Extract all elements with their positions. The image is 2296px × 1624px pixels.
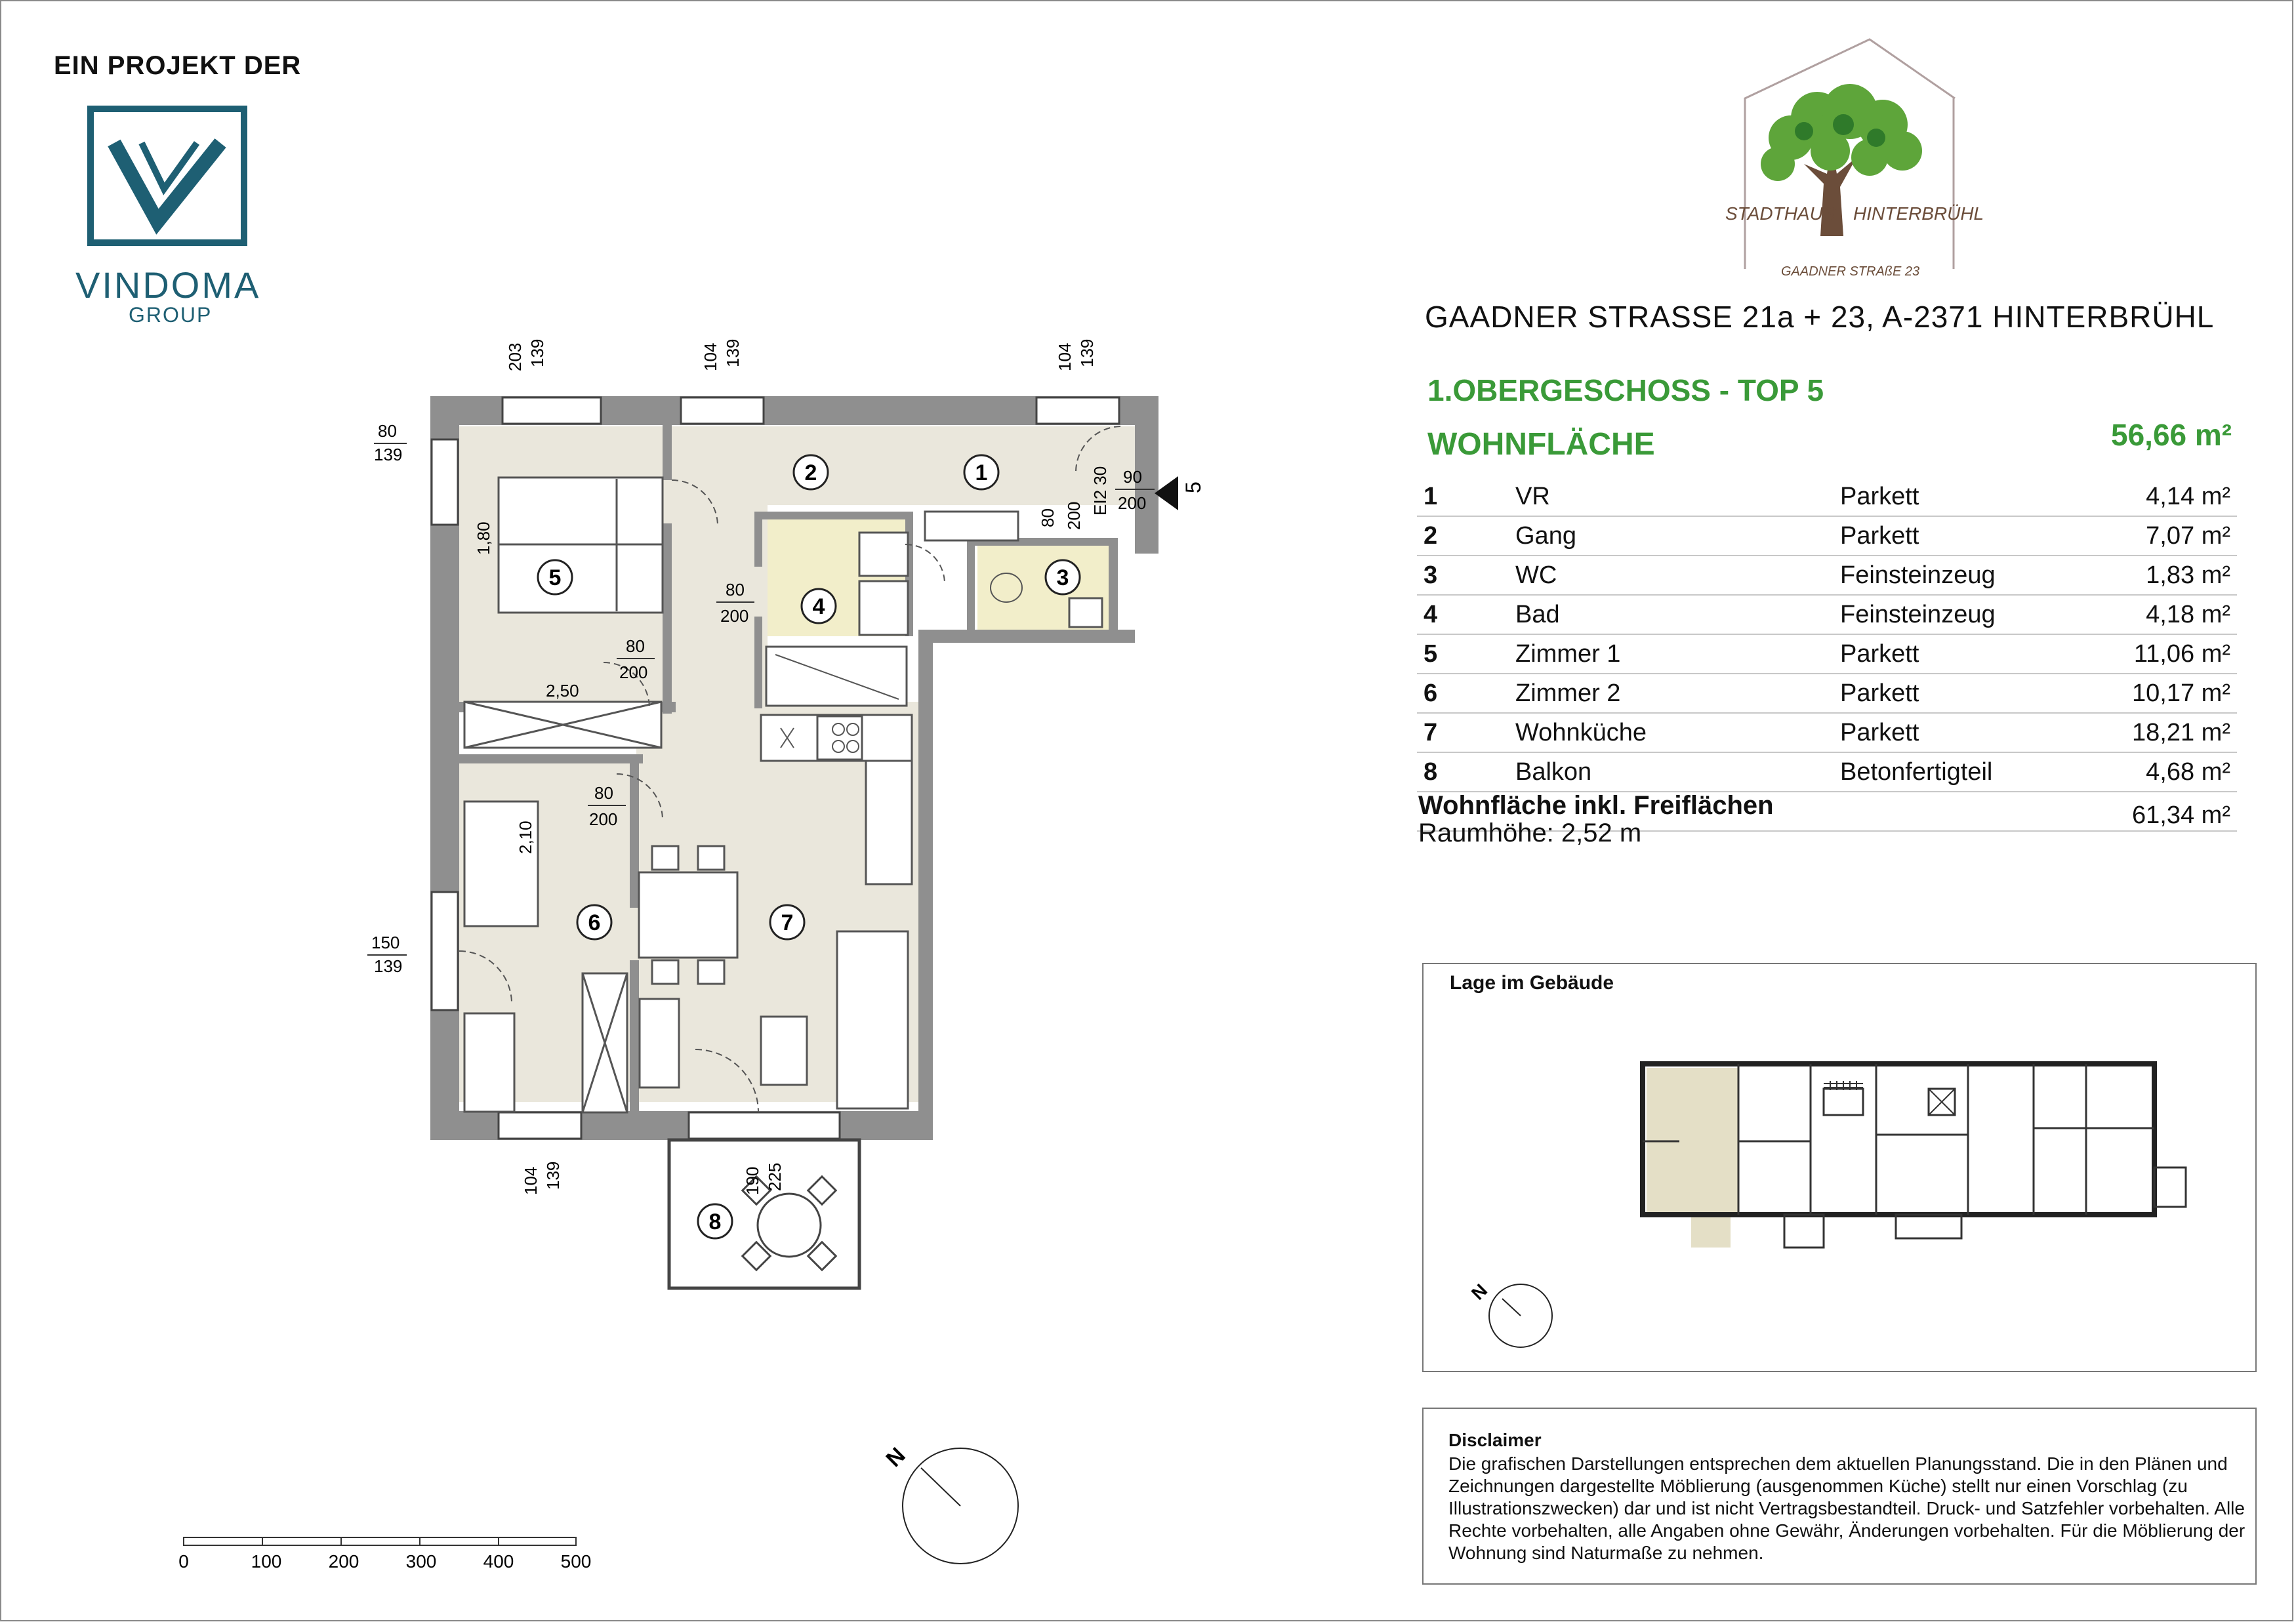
total-value: 61,34 m² (2132, 802, 2230, 829)
dim-label: 139 (543, 1161, 563, 1190)
dim-label: 104 (701, 342, 720, 371)
room-area: 18,21 m² (2132, 719, 2230, 746)
room-marker-label: 5 (548, 565, 562, 590)
table-row (1417, 556, 2237, 596)
dim-label: 80 (594, 783, 613, 803)
stadthaus-logo (1706, 33, 1984, 289)
room-area: 1,83 m² (2146, 561, 2230, 589)
kitchen-tall (866, 761, 912, 884)
disclaimer-text: Die grafischen Darstellungen entsprechen dem aktuellen Planungsstand. Die in den Plänen und Zeichnungen dargestellte Möblierung (ausgenommen Küche) stellt nur einen Vorschlag (zu Illustrationszwecken) dar und ist nicht Vertragsbestandteil. Druck- und Satzfehler vorbehalten. Alle Rechte vorbehalten, alle Angaben ohne Gewähr, Änderungen vorbehalten. Für die Möblierung der Wohnung sind Naturmaße zu nehmen. (1448, 1453, 2245, 1563)
scale-label: 0 (178, 1551, 189, 1572)
dim-label: 80 (1038, 508, 1057, 527)
dim-label: 104 (521, 1166, 541, 1195)
room-name: Wohnküche (1515, 719, 1647, 746)
room-flooring: Parkett (1840, 522, 1919, 550)
total-label: Wohnfläche inkl. Freiflächen (1418, 791, 1774, 820)
lage-title: Lage im Gebäude (1450, 972, 1614, 994)
room-marker-label: 7 (781, 910, 794, 935)
brand-name: VINDOMA (75, 264, 261, 306)
room-flooring: Parkett (1840, 640, 1919, 668)
room-nr: 6 (1424, 680, 1438, 707)
dim-label: 200 (1064, 501, 1084, 530)
room-flooring: Parkett (1840, 483, 1919, 510)
room-nr: 5 (1424, 640, 1438, 668)
room-nr: 7 (1424, 719, 1438, 746)
dim-label: 80 (626, 636, 645, 656)
window (499, 1112, 581, 1139)
room-area: 7,07 m² (2146, 522, 2230, 550)
dim-label: 200 (1118, 493, 1147, 513)
dining-table (639, 872, 737, 958)
room-nr: 4 (1424, 601, 1438, 628)
balcony-table (758, 1194, 821, 1257)
wc-basin (1069, 598, 1102, 627)
scale-label: 400 (483, 1551, 514, 1572)
room-height: Raumhöhe: 2,52 m (1418, 819, 1642, 847)
room-area: 4,14 m² (2146, 483, 2230, 510)
room-name: Balkon (1515, 758, 1592, 786)
room-name: Gang (1515, 522, 1576, 550)
dim-label: 2,50 (546, 681, 579, 700)
scale-label: 100 (251, 1551, 282, 1572)
logo-sub-text: GAADNER STRAßE 23 (1781, 264, 1920, 279)
window (502, 397, 601, 424)
window (681, 397, 764, 424)
dim-label: 225 (765, 1162, 785, 1191)
dim-label: 80 (378, 421, 397, 441)
room-marker-label: 6 (588, 910, 601, 935)
room-name: VR (1515, 483, 1550, 510)
table-row (1417, 714, 2237, 753)
dim-label: 203 (505, 342, 525, 371)
wohnflaeche-value: 56,66 m² (2111, 418, 2232, 452)
room-marker-label: 2 (804, 460, 817, 485)
dim-label: 2,10 (516, 821, 535, 854)
bed-zimmer2 (464, 802, 538, 926)
room-flooring: Feinsteinzeug (1840, 561, 1996, 589)
scale-bar (184, 1537, 576, 1545)
table-row (1417, 517, 2237, 556)
dim-label: EI2 30 (1090, 466, 1110, 516)
dim-label: 139 (527, 338, 547, 367)
dim-label: 80 (726, 580, 745, 599)
room-marker-label: 4 (812, 594, 825, 619)
room-name: Zimmer 2 (1515, 680, 1621, 707)
room-nr: 3 (1424, 561, 1438, 589)
table-row (1417, 477, 2237, 517)
room-nr: 1 (1424, 483, 1438, 510)
coffee-table (761, 1017, 807, 1085)
scale-label: 500 (560, 1551, 592, 1572)
room-name: WC (1515, 561, 1557, 589)
washbasin (859, 581, 908, 635)
floor-title: 1.OBERGESCHOSS - TOP 5 (1427, 373, 1824, 407)
window (1036, 397, 1119, 424)
dim-label: 104 (1055, 342, 1075, 371)
shelf (925, 512, 1018, 540)
address: GAADNER STRASSE 21a + 23, A-2371 HINTERBRÜHL (1425, 300, 2215, 334)
dim-label: 139 (1077, 338, 1097, 367)
room-marker-label: 1 (975, 460, 988, 485)
logo-left-text: STADTHAUS (1725, 203, 1835, 224)
sofa (837, 931, 908, 1108)
dim-label: 150 (371, 933, 400, 952)
room-nr: 8 (1424, 758, 1438, 786)
room-name: Zimmer 1 (1515, 640, 1621, 668)
north-label: N (881, 1442, 911, 1472)
dim-label: 1,80 (474, 521, 493, 555)
room-flooring: Betonfertigteil (1840, 758, 1993, 786)
window (689, 1112, 840, 1139)
table-row (1417, 596, 2237, 635)
dim-label: 200 (619, 662, 648, 682)
window (432, 892, 458, 1010)
table-row (1417, 674, 2237, 714)
room-flooring: Parkett (1840, 719, 1919, 746)
room-area: 4,68 m² (2146, 758, 2230, 786)
room-gang (669, 426, 1135, 505)
dim-label: 139 (374, 445, 403, 464)
room-table (1417, 477, 2237, 832)
entry-marker: 5 (1181, 481, 1205, 493)
table-row (1417, 753, 2237, 792)
room-name: Bad (1515, 601, 1560, 628)
project-label: EIN PROJEKT DER (54, 51, 302, 80)
room-flooring: Parkett (1840, 680, 1919, 707)
stove (817, 716, 862, 760)
dim-label: 200 (589, 809, 618, 829)
tv-unit (640, 999, 679, 1087)
room-flooring: Feinsteinzeug (1840, 601, 1996, 628)
room-nr: 2 (1424, 522, 1438, 550)
brand-sub: GROUP (129, 303, 213, 327)
window (432, 439, 458, 525)
building-overview (1456, 1049, 2125, 1338)
room-area: 4,18 m² (2146, 601, 2230, 628)
logo-right-text: HINTERBRÜHL (1853, 203, 1984, 224)
dim-label: 190 (743, 1166, 762, 1195)
disclaimer-title: Disclaimer (1448, 1430, 1542, 1450)
dim-label: 90 (1123, 467, 1142, 487)
wohnflaeche-label: WOHNFLÄCHE (1427, 427, 1655, 462)
scale-label: 300 (405, 1551, 437, 1572)
desk (464, 1013, 514, 1112)
north-label: N (1467, 1280, 1492, 1304)
room-area: 11,06 m² (2133, 640, 2230, 668)
scale-label: 200 (328, 1551, 359, 1572)
table-row (1417, 635, 2237, 674)
dim-label: 200 (720, 606, 749, 626)
room-area: 10,17 m² (2132, 680, 2230, 707)
dim-label: 139 (374, 956, 403, 976)
room-marker-label: 8 (708, 1209, 722, 1234)
washing-machine (859, 533, 908, 576)
room-marker-label: 3 (1056, 565, 1069, 590)
dim-label: 139 (723, 338, 743, 367)
